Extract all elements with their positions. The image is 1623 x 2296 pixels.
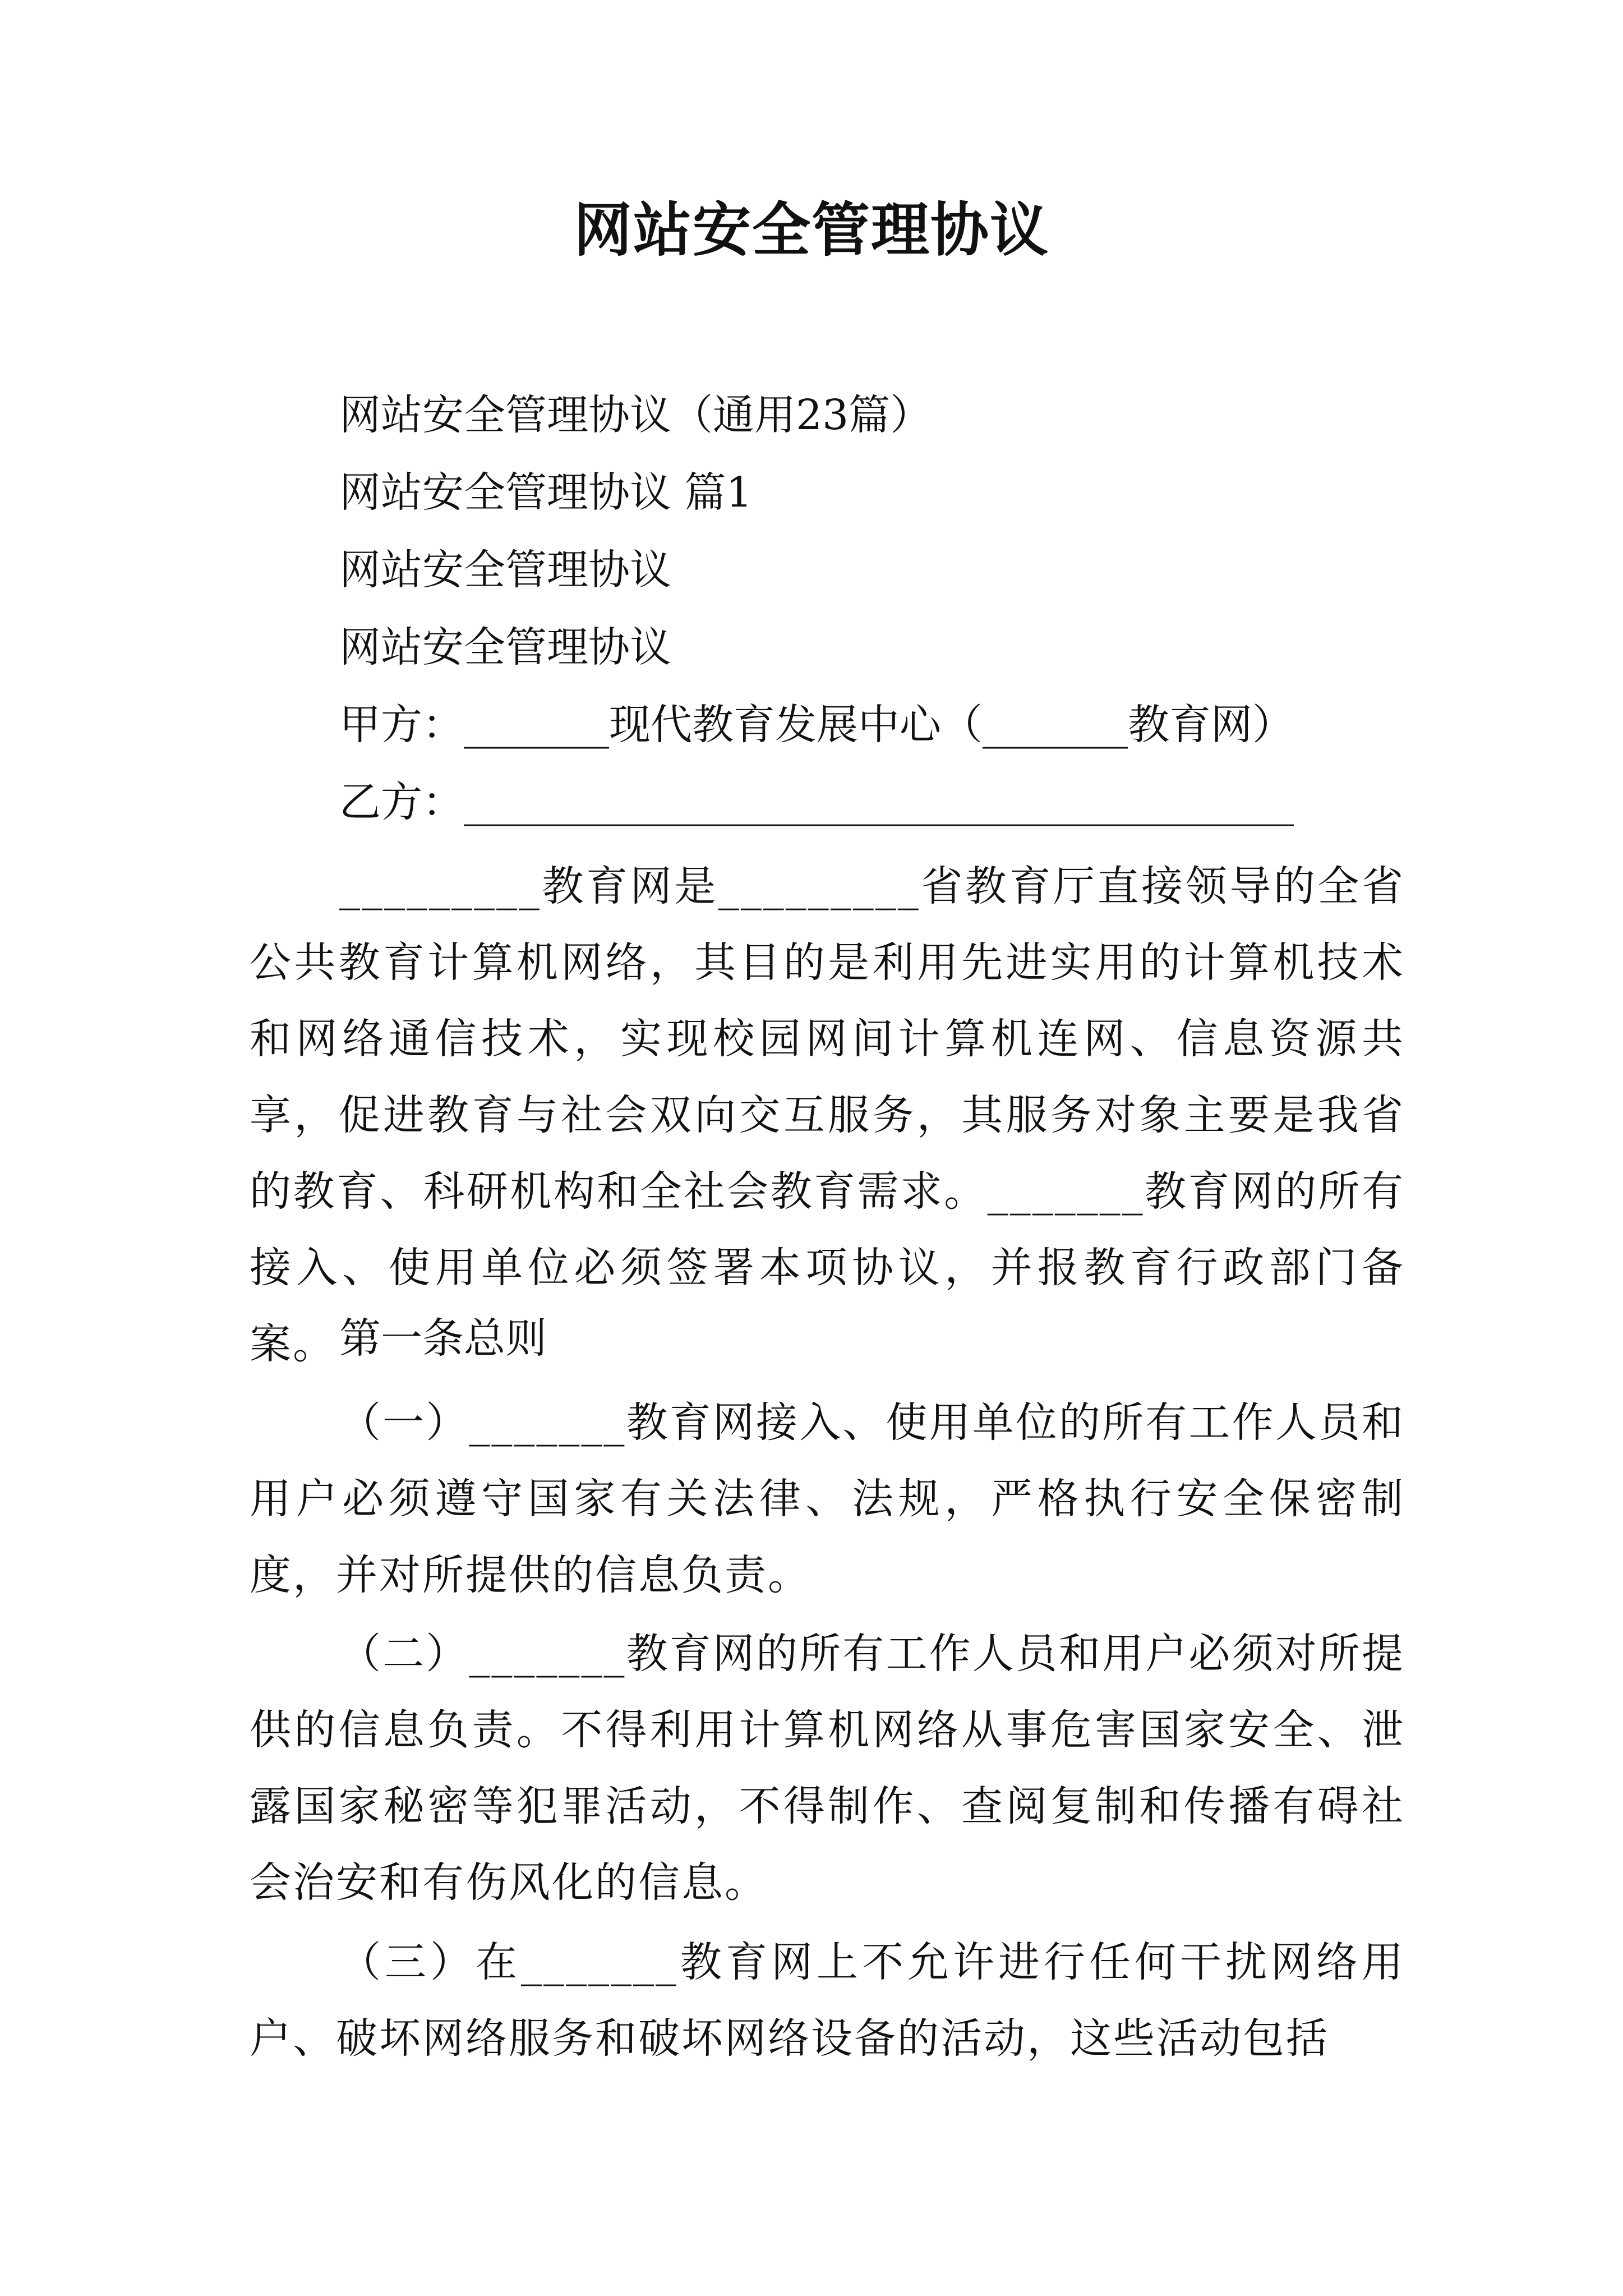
clause-1-paragraph: （一）_______教育网接入、使用单位的所有工作人员和用户必须遵守国家有关法律、法规，严格执行安全保密制度，并对所提供的信息负责。: [250, 1398, 1405, 1599]
party-a-line: 甲方：_______现代教育发展中心（_______教育网）: [339, 701, 1294, 749]
clause-3-paragraph: （三）在_______教育网上不允许进行任何干扰网络用户、破坏网络服务和破坏网络设备的活动，这些活动包括: [250, 1938, 1405, 2063]
clause-2-paragraph: （二）_______教育网的所有工作人员和用户必须对所提供的信息负责。不得利用计算机网络从事危害国家安全、泄露国家秘密等犯罪活动，不得制作、查阅复制和传播有碍社会治安和有伤风化的信息。: [250, 1630, 1405, 1907]
document-name-2: 网站安全管理协议: [339, 623, 671, 671]
document-title: 网站安全管理协议: [573, 195, 1049, 264]
section-heading: 网站安全管理协议 篇1: [339, 468, 753, 517]
article-1-title: 第一条总则: [339, 1314, 547, 1363]
intro-paragraph: _________教育网是_________省教育厅直接领导的全省公共教育计算机网络，其目的是利用先进实用的计算机技术和网络通信技术，实现校园网间计算机连网、信息资源共享，促进教育与社会双向交互服务，其服务对象主要是我省的教育、科研机构和全社会教育需求。_______教育网的所有接入、使用单位必须签署本项协议，并报教育行政部门备案。: [250, 862, 1405, 1368]
party-b-line: 乙方：________________________________________: [339, 778, 1294, 826]
document-name-1: 网站安全管理协议: [339, 546, 671, 594]
document-subtitle: 网站安全管理协议（通用23篇）: [339, 391, 932, 439]
